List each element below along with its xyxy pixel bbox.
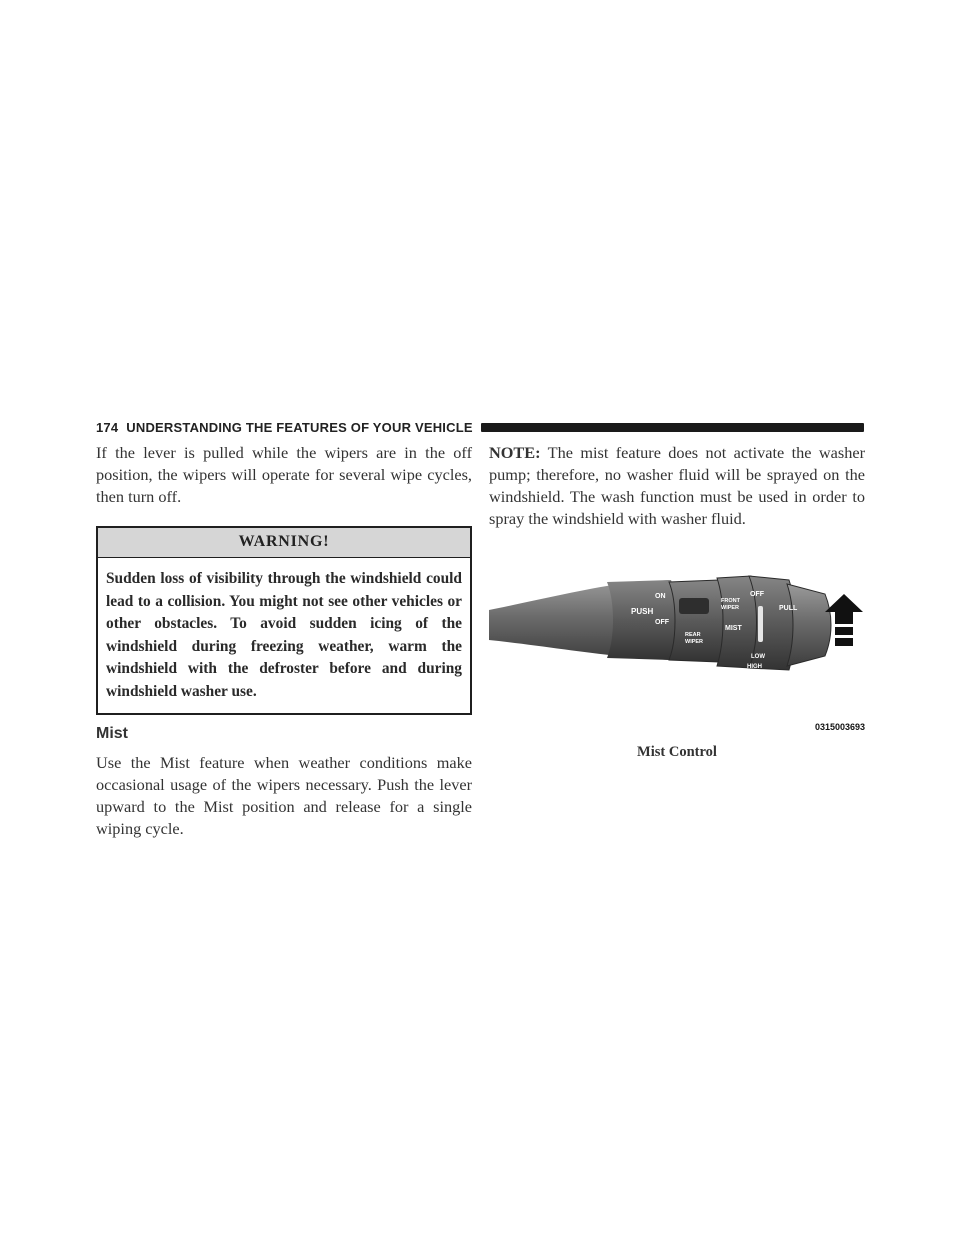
- label-off-front: OFF: [750, 591, 764, 598]
- running-head: [96, 420, 473, 435]
- page-number: 174: [96, 419, 119, 435]
- label-mist: MIST: [725, 625, 742, 632]
- label-on: ON: [655, 593, 666, 600]
- label-pull: PULL: [779, 605, 798, 612]
- label-low: LOW: [751, 654, 765, 660]
- label-rear: REAR: [685, 632, 701, 638]
- header-rule: [481, 423, 864, 432]
- mist-heading: Mist: [96, 725, 128, 742]
- section-title: UNDERSTANDING THE FEATURES OF YOUR VEHICLE: [126, 419, 473, 435]
- label-front: FRONT: [721, 598, 740, 604]
- note-label: NOTE:: [489, 443, 541, 462]
- label-front-wiper: WIPER: [721, 605, 740, 611]
- label-high: HIGH: [747, 664, 762, 670]
- wiper-lever-illustration: [489, 540, 865, 720]
- figure-code: 0315003693: [814, 722, 865, 732]
- page-header: [96, 417, 864, 437]
- mist-control-figure: [489, 540, 865, 760]
- warning-text: Sudden loss of visibility through the windshield could lead to a collision. You might not see other vehicles or other obstacles. To avoid sudden icing of the windshield during freezing weather, warm the windshield with the defroster before and during windshield washer use.: [106, 570, 462, 700]
- figure-caption: Mist Control: [637, 744, 717, 760]
- note-text: The mist feature does not activate the washer pump; therefore, no washer fluid will be sprayed on the windshield. The wash function must be used in order to spray the windshield with washer fluid.: [489, 443, 865, 528]
- note-paragraph: [489, 442, 865, 530]
- label-push: PUSH: [631, 607, 654, 616]
- warning-title: WARNING!: [98, 528, 470, 558]
- label-rear-wiper: WIPER: [685, 639, 704, 645]
- left-column: [96, 442, 472, 840]
- mist-paragraph: Use the Mist feature when weather conditions make occasional usage of the wipers necessary. Push the lever upward to the Mist position and release for a single wiping cycle.: [96, 753, 472, 838]
- intro-paragraph: If the lever is pulled while the wipers are in the off position, the wipers will operate for several wipe cycles, then turn off.: [96, 443, 472, 506]
- right-column: [489, 442, 865, 530]
- warning-box: [96, 526, 472, 715]
- label-off-rear: OFF: [655, 619, 669, 626]
